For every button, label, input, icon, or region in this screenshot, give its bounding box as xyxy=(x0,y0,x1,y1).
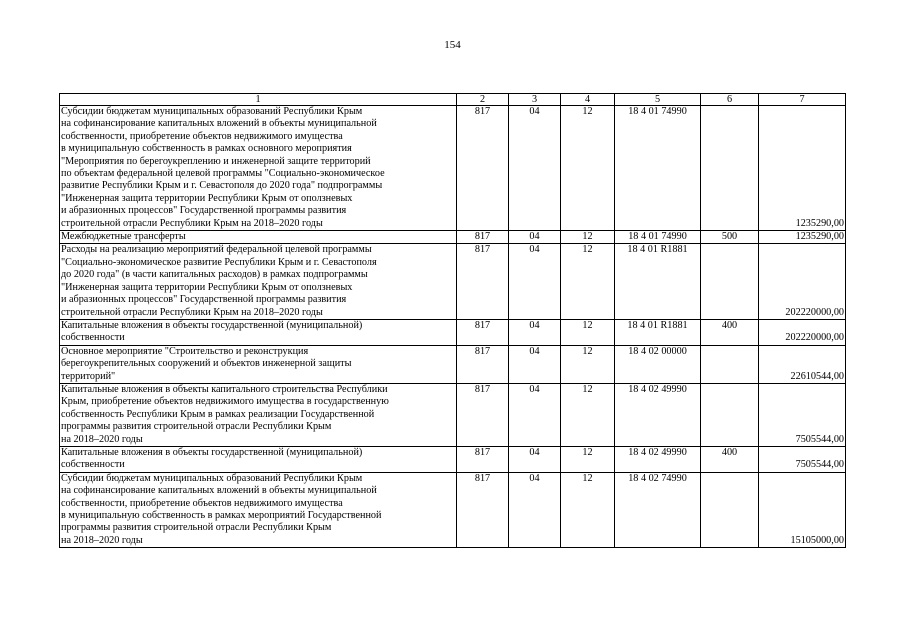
description-cell xyxy=(60,106,457,231)
expense-type-cell xyxy=(701,472,759,547)
description-line: собственности, приобретение объектов недвижимого имущества xyxy=(61,130,343,142)
description-line: на софинансирование капитальных вложений в объекты муниципальной xyxy=(61,485,377,497)
table-row xyxy=(60,244,846,319)
description-line: собственность Республики Крым в рамках реализации Государственной xyxy=(61,408,375,420)
expense-type-cell: 400 xyxy=(701,319,759,345)
code-cell: 817 xyxy=(457,231,509,244)
code-cell: 817 xyxy=(457,319,509,345)
description-line: Капитальные вложения в объекты капитального строительства Республики xyxy=(61,383,388,395)
amount-cell: 15105000,00 xyxy=(759,472,846,547)
target-article-cell: 18 4 01 74990 xyxy=(615,106,701,231)
target-article-cell: 18 4 02 00000 xyxy=(615,345,701,383)
description-line: берегоукрепительных сооружений и объектов инженерной защиты xyxy=(61,358,352,370)
description-line: программы развития строительной отрасли Республики Крым xyxy=(61,421,332,433)
amount-cell: 22610544,00 xyxy=(759,345,846,383)
description-line: собственности xyxy=(61,459,125,471)
description-line: Капитальные вложения в объекты государственной (муниципальной) xyxy=(61,446,363,458)
subsection-cell: 12 xyxy=(561,106,615,231)
section-cell: 04 xyxy=(509,383,561,446)
expense-type-cell xyxy=(701,244,759,319)
description-line: на софинансирование капитальных вложений в объекты муниципальной xyxy=(61,118,377,130)
code-cell: 817 xyxy=(457,244,509,319)
description-line: в муниципальную собственность в рамках основного мероприятия xyxy=(61,143,352,155)
description-line: "Инженерная защита территории Республики Крым от оползневых xyxy=(61,192,353,204)
description-line: до 2020 года" (в части капитальных расходов) в рамках подпрограммы xyxy=(61,269,368,281)
table-row xyxy=(60,231,846,244)
description-cell xyxy=(60,345,457,383)
description-cell xyxy=(60,319,457,345)
code-cell: 817 xyxy=(457,106,509,231)
description-line: Субсидии бюджетам муниципальных образований Республики Крым xyxy=(61,106,363,117)
code-cell: 817 xyxy=(457,345,509,383)
subsection-cell: 12 xyxy=(561,244,615,319)
expense-type-cell xyxy=(701,383,759,446)
section-cell: 04 xyxy=(509,345,561,383)
table-row xyxy=(60,472,846,547)
description-line: Межбюджетные трансферты xyxy=(61,231,186,243)
description-line: Субсидии бюджетам муниципальных образований Республики Крым xyxy=(61,472,363,484)
column-header: 7 xyxy=(759,94,846,106)
description-line: "Мероприятия по берегоукреплению и инженерной защите территорий xyxy=(61,155,371,167)
description-cell xyxy=(60,383,457,446)
table-row xyxy=(60,383,846,446)
target-article-cell: 18 4 02 49990 xyxy=(615,446,701,472)
column-header: 6 xyxy=(701,94,759,106)
target-article-cell: 18 4 01 R1881 xyxy=(615,319,701,345)
subsection-cell: 12 xyxy=(561,472,615,547)
subsection-cell: 12 xyxy=(561,231,615,244)
description-line: на 2018–2020 годы xyxy=(61,534,143,546)
section-cell: 04 xyxy=(509,231,561,244)
description-line: Расходы на реализацию мероприятий федеральной целевой программы xyxy=(61,244,372,256)
budget-table xyxy=(59,93,846,548)
column-header: 1 xyxy=(60,94,457,106)
column-header: 5 xyxy=(615,94,701,106)
amount-cell: 202220000,00 xyxy=(759,319,846,345)
description-line: Крым, приобретение объектов недвижимого имущества в государственную xyxy=(61,396,389,408)
subsection-cell: 12 xyxy=(561,345,615,383)
amount-cell: 202220000,00 xyxy=(759,244,846,319)
table-header-row xyxy=(60,94,846,106)
code-cell: 817 xyxy=(457,446,509,472)
target-article-cell: 18 4 02 49990 xyxy=(615,383,701,446)
description-line: Основное мероприятие "Строительство и реконструкция xyxy=(61,345,309,357)
section-cell: 04 xyxy=(509,472,561,547)
description-line: строительной отрасли Республики Крым на 2018–2020 годы xyxy=(61,217,323,229)
table-row xyxy=(60,319,846,345)
amount-cell: 7505544,00 xyxy=(759,446,846,472)
expense-type-cell: 500 xyxy=(701,231,759,244)
description-line: и абразионных процессов" Государственной программы развития xyxy=(61,205,347,217)
description-line: собственности, приобретение объектов недвижимого имущества xyxy=(61,497,343,509)
description-line: и абразионных процессов" Государственной программы развития xyxy=(61,294,347,306)
description-line: "Социально-экономическое развитие Республики Крым и г. Севастополя xyxy=(61,256,377,268)
subsection-cell: 12 xyxy=(561,383,615,446)
column-header: 4 xyxy=(561,94,615,106)
description-cell xyxy=(60,472,457,547)
description-cell xyxy=(60,446,457,472)
description-line: в муниципальную собственность в рамках мероприятий Государственной xyxy=(61,510,382,521)
description-line: программы развития строительной отрасли Республики Крым xyxy=(61,522,332,534)
subsection-cell: 12 xyxy=(561,446,615,472)
description-cell xyxy=(60,231,457,244)
table-row xyxy=(60,446,846,472)
description-line: территорий" xyxy=(61,370,116,382)
description-line: на 2018–2020 годы xyxy=(61,433,143,445)
section-cell: 04 xyxy=(509,319,561,345)
amount-cell: 7505544,00 xyxy=(759,383,846,446)
expense-type-cell xyxy=(701,345,759,383)
section-cell: 04 xyxy=(509,106,561,231)
section-cell: 04 xyxy=(509,446,561,472)
page-number: 154 xyxy=(444,39,461,51)
target-article-cell: 18 4 01 R1881 xyxy=(615,244,701,319)
description-line: строительной отрасли Республики Крым на 2018–2020 годы xyxy=(61,306,323,318)
description-line: "Инженерная защита территории Республики Крым от оползневых xyxy=(61,281,353,293)
subsection-cell: 12 xyxy=(561,319,615,345)
column-header: 3 xyxy=(509,94,561,106)
code-cell: 817 xyxy=(457,383,509,446)
description-cell xyxy=(60,244,457,319)
amount-cell: 1235290,00 xyxy=(759,106,846,231)
table-row xyxy=(60,106,846,231)
target-article-cell: 18 4 02 74990 xyxy=(615,472,701,547)
description-line: Капитальные вложения в объекты государственной (муниципальной) xyxy=(61,319,363,331)
expense-type-cell xyxy=(701,106,759,231)
code-cell: 817 xyxy=(457,472,509,547)
description-line: по объектам федеральной целевой программы "Социально-экономическое xyxy=(61,168,385,180)
target-article-cell: 18 4 01 74990 xyxy=(615,231,701,244)
description-line: собственности xyxy=(61,332,125,344)
column-header: 2 xyxy=(457,94,509,106)
table-row xyxy=(60,345,846,383)
section-cell: 04 xyxy=(509,244,561,319)
amount-cell: 1235290,00 xyxy=(759,231,846,244)
expense-type-cell: 400 xyxy=(701,446,759,472)
description-line: развитие Республики Крым и г. Севастополя до 2020 года" подпрограммы xyxy=(61,180,383,192)
